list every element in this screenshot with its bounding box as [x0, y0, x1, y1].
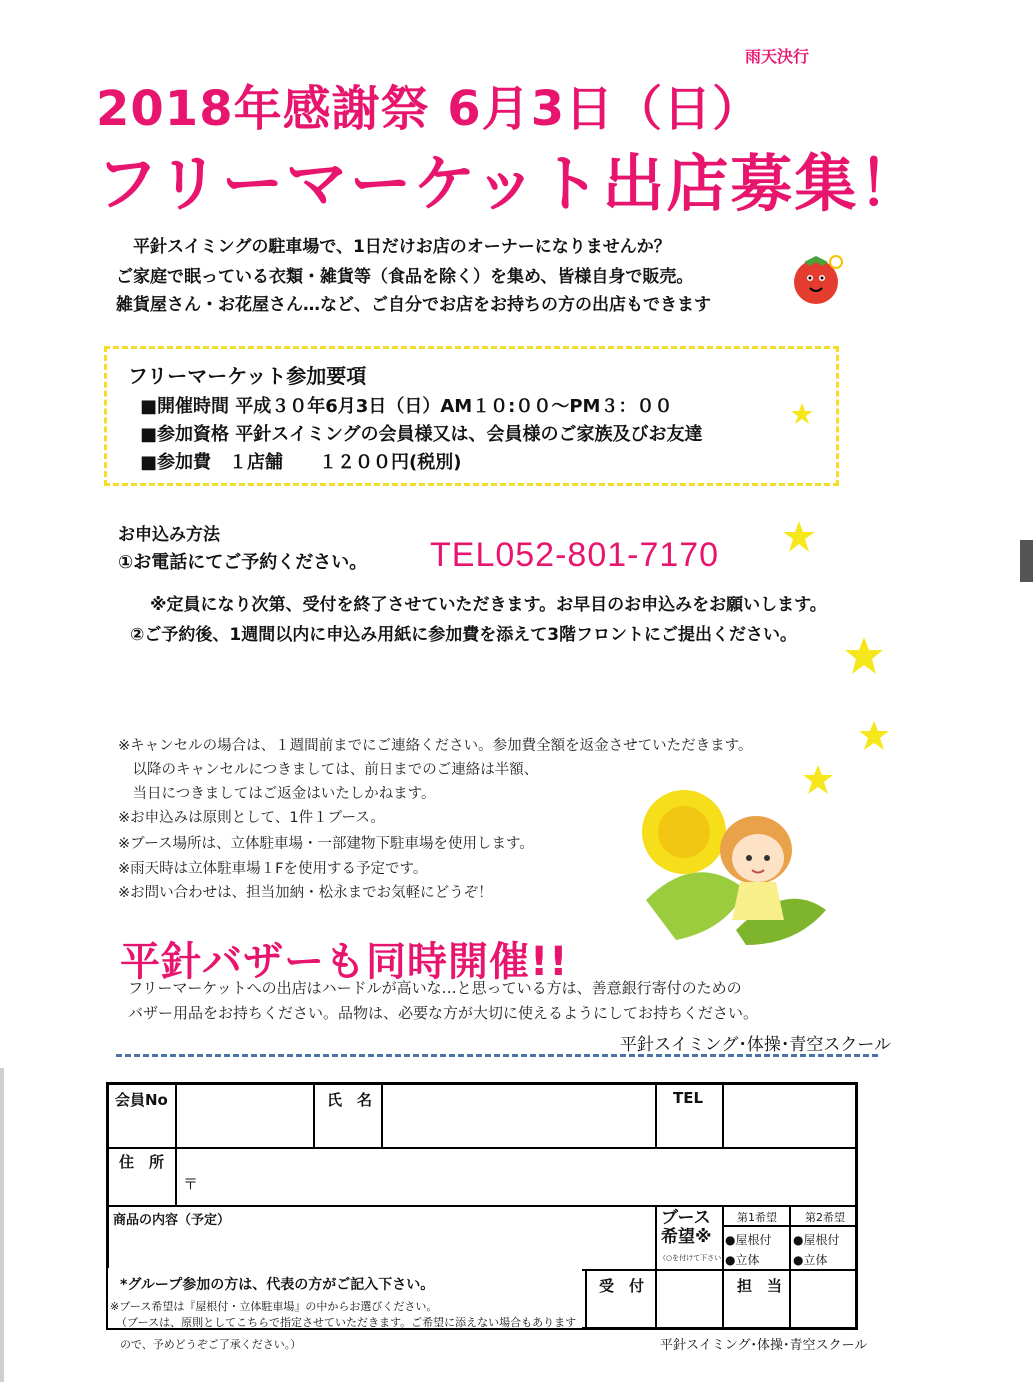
- requirement-time: ■開催時間 平成３０年6月3日（日）AM１０:００～PM３：００: [140, 396, 673, 417]
- postal-mark: 〒: [183, 1175, 199, 1193]
- requirements-title: フリーマーケット参加要項: [128, 364, 367, 388]
- label-booth: ブース希望※: [661, 1208, 712, 1247]
- label-staff: 担 当: [737, 1277, 783, 1295]
- dandelion-girl-illustration: [636, 780, 836, 950]
- cut-line: [116, 1054, 878, 1057]
- application-step-1: ①お電話にてご予約ください。: [118, 552, 368, 573]
- phone-number[interactable]: TEL052-801-7170: [430, 536, 720, 574]
- page-edge-marker: [1020, 540, 1033, 582]
- name-field[interactable]: [383, 1087, 653, 1145]
- application-note: ※定員になり次第、受付を終了させていただきます。お早目のお申込みをお願いします。: [150, 595, 827, 615]
- choice2-multi-option[interactable]: ●立体: [793, 1253, 828, 1267]
- items-field[interactable]: [111, 1227, 653, 1267]
- application-heading: お申込み方法: [118, 525, 220, 545]
- choice2-roofed-option[interactable]: ●屋根付: [793, 1233, 840, 1247]
- page-subtitle: フリーマーケット出店募集！: [96, 147, 923, 220]
- star-decoration-icon: [858, 720, 890, 752]
- form-footnote-3: ので、予めどうぞご了承ください。）: [120, 1338, 302, 1351]
- note-line-4: ※お申込みは原則として、1件１ブース。: [118, 810, 385, 826]
- tel-field[interactable]: [724, 1087, 852, 1145]
- label-choice-1: 第1希望: [737, 1211, 777, 1224]
- intro-line-3: 雑貨屋さん・お花屋さん…など、ご自分でお店をお持ちの方の出店もできます: [116, 295, 711, 315]
- label-choice-2: 第2希望: [805, 1211, 845, 1224]
- school-name: 平針スイミング･体操･青空スクール: [620, 1035, 891, 1055]
- label-address: 住 所: [119, 1153, 165, 1171]
- label-name: 氏 名: [327, 1091, 373, 1109]
- requirement-eligibility: ■参加資格 平針スイミングの会員様又は、会員様のご家族及びお友達: [140, 424, 703, 445]
- label-received: 受 付: [599, 1277, 645, 1295]
- choice1-roofed-option[interactable]: ●屋根付: [725, 1233, 772, 1247]
- label-items: 商品の内容（予定）: [113, 1213, 231, 1228]
- note-line-3: 当日につきましてはご返金はいたしかねます。: [118, 786, 436, 802]
- page-title: 2018年感謝祭 6月3日（日）: [96, 81, 762, 137]
- note-line-5: ※ブース場所は、立体駐車場・一部建物下駐車場を使用します。: [118, 836, 534, 852]
- group-note: *グループ参加の方は、代表の方がご記入下さい。: [120, 1277, 435, 1293]
- rain-notice: 雨天決行: [745, 47, 810, 66]
- bazaar-body-2: バザー用品をお持ちください。品物は、必要な方が大切に使えるようにしてお持ちください。: [128, 1004, 759, 1022]
- star-decoration-icon: [790, 402, 814, 426]
- booth-note: （○を付けて下さい）: [659, 1254, 729, 1262]
- star-decoration-icon: [844, 636, 884, 676]
- intro-line-2: ご家庭で眠っている衣類・雑貨等（食品を除く）を集め、皆様自身で販売。: [116, 267, 694, 287]
- strawberry-mascot-illustration: [786, 248, 848, 310]
- star-decoration-icon: [782, 520, 816, 554]
- form-school-name: 平針スイミング･体操･青空スクール: [660, 1338, 868, 1353]
- form-footnote-2: （ブースは、原則としてこちらで指定させていただきます。ご希望に添えない場合もあります: [116, 1316, 577, 1329]
- intro-line-1: 平針スイミングの駐車場で、1日だけお店のオーナーになりませんか？: [116, 237, 671, 257]
- note-line-1: ※キャンセルの場合は、１週間前までにご連絡ください。参加費全額を返金させていただきます。: [118, 738, 753, 754]
- bazaar-body-1: フリーマーケットへの出店はハードルが高いな…と思っている方は、善意銀行寄付のための: [128, 979, 742, 997]
- choice1-multi-option[interactable]: ●立体: [725, 1253, 760, 1267]
- requirement-fee: ■参加費 １店舗 １２００円(税別): [140, 452, 462, 473]
- note-line-7: ※お問い合わせは、担当加納・松永までお気軽にどうぞ！: [118, 885, 493, 901]
- address-field[interactable]: [177, 1149, 853, 1203]
- application-step-2: ②ご予約後、1週間以内に申込み用紙に参加費を添えて3階フロントにご提出ください。: [130, 625, 798, 645]
- form-footnote-1: ※ブース希望は『屋根付・立体駐車場』の中からお選びください。: [110, 1300, 438, 1313]
- label-member-no: 会員No: [115, 1091, 168, 1109]
- member-no-field[interactable]: [177, 1087, 311, 1145]
- label-tel: TEL: [673, 1089, 704, 1107]
- page-left-border: [0, 1068, 4, 1382]
- note-line-2: 以降のキャンセルにつきましては、前日までのご連絡は半額、: [118, 762, 539, 778]
- bazaar-title: 平針バザーも同時開催!!: [120, 939, 569, 985]
- note-line-6: ※雨天時は立体駐車場１Fを使用する予定です。: [118, 861, 428, 877]
